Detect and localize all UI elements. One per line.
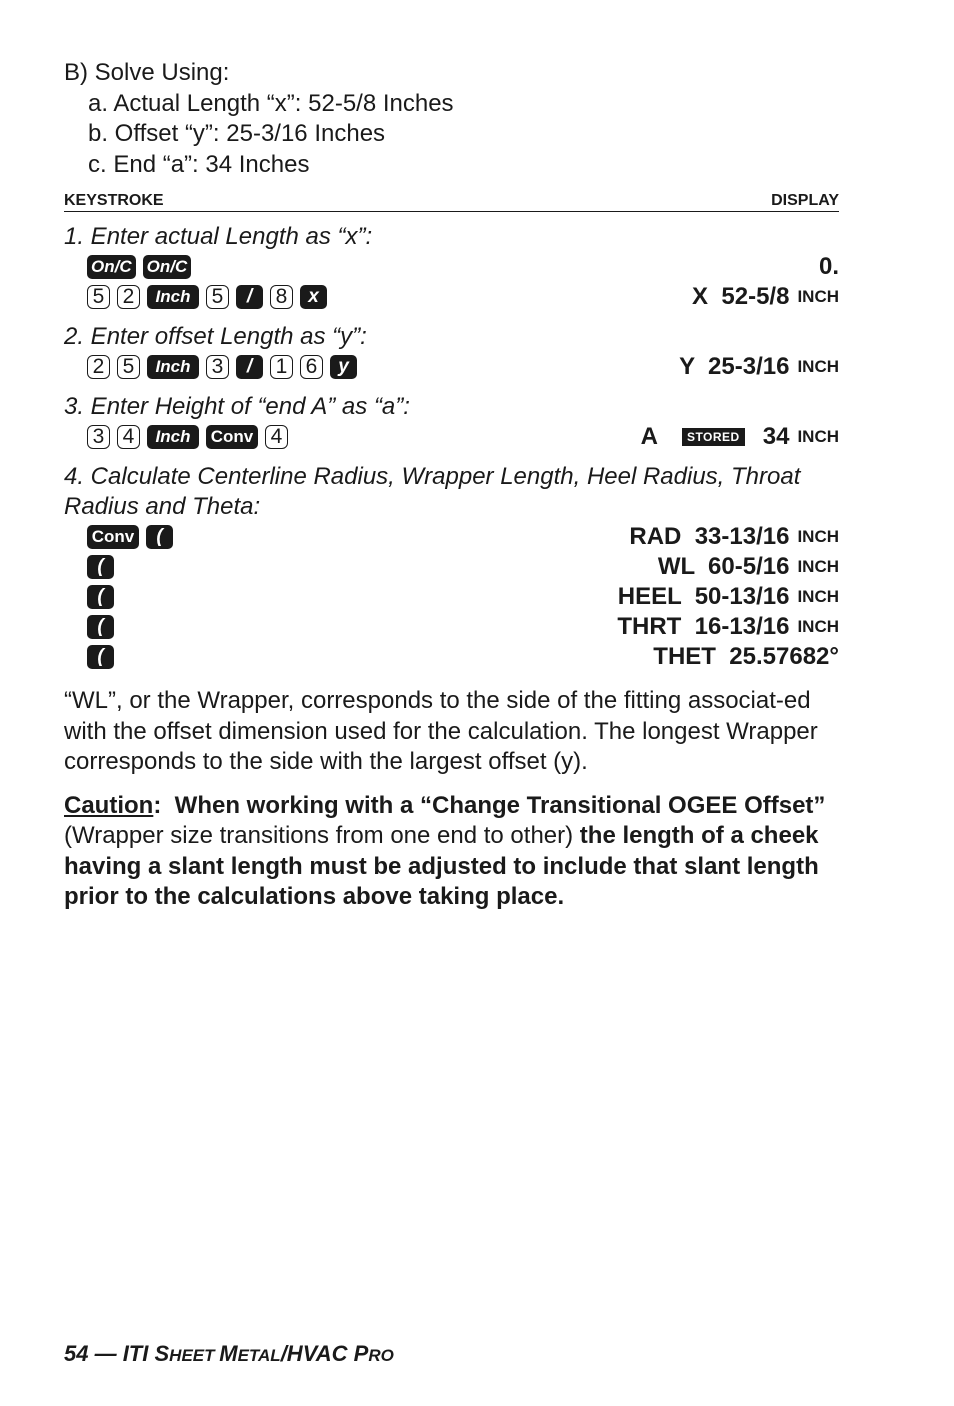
display-readout: [617, 613, 839, 641]
display-readout: [679, 353, 839, 381]
given-y: b. Offset “y”: 25-3/16 Inches: [88, 120, 386, 147]
display-value: HEEL 50-13/16: [617, 583, 790, 610]
keystroke-row: [64, 352, 839, 382]
footer-word-initial: M: [219, 1341, 238, 1366]
footer-word-rest: RO: [368, 1346, 394, 1365]
display-readout: [653, 643, 839, 671]
inch-key: Inch: [147, 285, 199, 309]
paren-key: (: [146, 525, 173, 549]
paren-key: (: [87, 615, 114, 639]
keystroke-sequence: [64, 285, 327, 309]
steps-list: [64, 222, 839, 672]
digit-5-key: 5: [117, 355, 140, 379]
step-title: 1. Enter actual Length as “x”:: [64, 223, 373, 250]
display-unit: INCH: [797, 557, 839, 576]
caution-aside: (Wrapper size transitions from one end to other): [64, 822, 574, 849]
caution-bold-rest: the length of a cheek having a slant length must be adjusted to include that slant length prior to the calculations above taking place.: [64, 822, 819, 910]
page-content: [64, 58, 839, 913]
display-value: RAD 33-13/16: [629, 523, 790, 550]
digit-8-key: 8: [270, 285, 293, 309]
step-1: [64, 222, 839, 312]
column-header: [64, 192, 839, 212]
caution-paragraph: [64, 791, 839, 913]
display-readout: [692, 283, 839, 311]
display-prefix: A: [640, 423, 658, 450]
display-value: WL 60-5/16: [657, 553, 790, 580]
on-c-key: On/C: [143, 255, 192, 279]
keystroke-row: [64, 422, 839, 452]
step-4: [64, 462, 839, 672]
digit-1-key: 1: [270, 355, 293, 379]
digit-2-key: 2: [87, 355, 110, 379]
footer-word-rest: HEET: [169, 1346, 220, 1365]
display-value: THRT 16-13/16: [617, 613, 790, 640]
footer-word-initial: S: [154, 1341, 170, 1366]
given-a: c. End “a”: 34 Inches: [88, 150, 310, 178]
keystroke-row: [64, 552, 839, 582]
footer-word-rest: ETAL: [237, 1346, 281, 1365]
paren-key: (: [87, 555, 114, 579]
caution-colon: :: [153, 791, 162, 819]
keystroke-row: [64, 642, 839, 672]
inch-key: Inch: [147, 425, 199, 449]
keystroke-row: [64, 282, 839, 312]
keystroke-row: [64, 522, 839, 552]
digit-6-key: 6: [300, 355, 323, 379]
display-value: THET 25.57682°: [653, 643, 839, 670]
footer-title: [154, 1341, 393, 1366]
caution-bold-lead: When working with a “Change Transitional OGEE Offset”: [174, 791, 826, 819]
display-unit: INCH: [797, 287, 839, 306]
display-unit: INCH: [797, 587, 839, 606]
keystroke-sequence: [64, 425, 288, 449]
fraction-key: /: [236, 355, 263, 379]
conv-key: Conv: [87, 525, 139, 549]
keystroke-row: [64, 612, 839, 642]
display-readout: [819, 253, 839, 281]
keystroke-sequence: [64, 645, 114, 669]
on-c-key: On/C: [87, 255, 136, 279]
display-readout: [658, 553, 839, 581]
keystroke-header: KEYSTROKE: [64, 192, 164, 209]
footer-word-initial: P: [353, 1341, 369, 1366]
display-readout: [641, 423, 839, 451]
keystroke-sequence: [64, 525, 173, 549]
x-key: x: [300, 285, 327, 309]
keystroke-row: [64, 582, 839, 612]
conv-key: Conv: [206, 425, 258, 449]
digit-5-key: 5: [206, 285, 229, 309]
paren-key: (: [87, 585, 114, 609]
stored-badge: STORED: [682, 428, 745, 446]
page-footer: [64, 1341, 394, 1367]
step-3: [64, 392, 839, 452]
display-header: DISPLAY: [771, 192, 839, 209]
caution-label: Caution: [64, 791, 154, 819]
digit-4-key: 4: [265, 425, 288, 449]
fraction-key: /: [236, 285, 263, 309]
footer-word-initial: /HVAC: [280, 1341, 354, 1366]
keystroke-row: [64, 252, 839, 282]
display-readout: [618, 583, 839, 611]
wrapper-note: “WL”, or the Wrapper, corresponds to the side of the fitting associat-ed with the offset dimension used for the calculation. The longest Wrapper corresponds to the side with the largest offset (y).: [64, 687, 818, 775]
solve-heading: B) Solve Using:: [64, 59, 230, 86]
keystroke-sequence: [64, 615, 114, 639]
display-value: 0.: [818, 253, 839, 280]
step-title: 2. Enter offset Length as “y”:: [64, 323, 367, 350]
y-key: y: [330, 355, 357, 379]
footer-page: 54 — ITI: [64, 1341, 155, 1366]
digit-4-key: 4: [117, 425, 140, 449]
display-value: X 52-5/8: [692, 283, 790, 310]
display-readout: [629, 523, 839, 551]
keystroke-sequence: [64, 555, 114, 579]
paren-key: (: [87, 645, 114, 669]
solve-using-block: [64, 58, 839, 180]
digit-3-key: 3: [206, 355, 229, 379]
digit-5-key: 5: [87, 285, 110, 309]
display-unit: INCH: [797, 357, 839, 376]
keystroke-sequence: [64, 255, 191, 279]
given-x: a. Actual Length “x”: 52-5/8 Inches: [88, 89, 454, 117]
display-unit: INCH: [797, 527, 839, 546]
inch-key: Inch: [147, 355, 199, 379]
digit-3-key: 3: [87, 425, 110, 449]
display-unit: INCH: [797, 427, 839, 446]
digit-2-key: 2: [117, 285, 140, 309]
step-2: [64, 322, 839, 382]
keystroke-sequence: [64, 355, 357, 379]
display-unit: INCH: [797, 617, 839, 636]
step-title: 4. Calculate Centerline Radius, Wrapper Length, Heel Radius, Throat Radius and Theta:: [64, 463, 801, 520]
keystroke-sequence: [64, 585, 114, 609]
step-title: 3. Enter Height of “end A” as “a”:: [64, 393, 410, 420]
display-value: Y 25-3/16: [679, 353, 790, 380]
display-value: 34: [762, 423, 790, 450]
